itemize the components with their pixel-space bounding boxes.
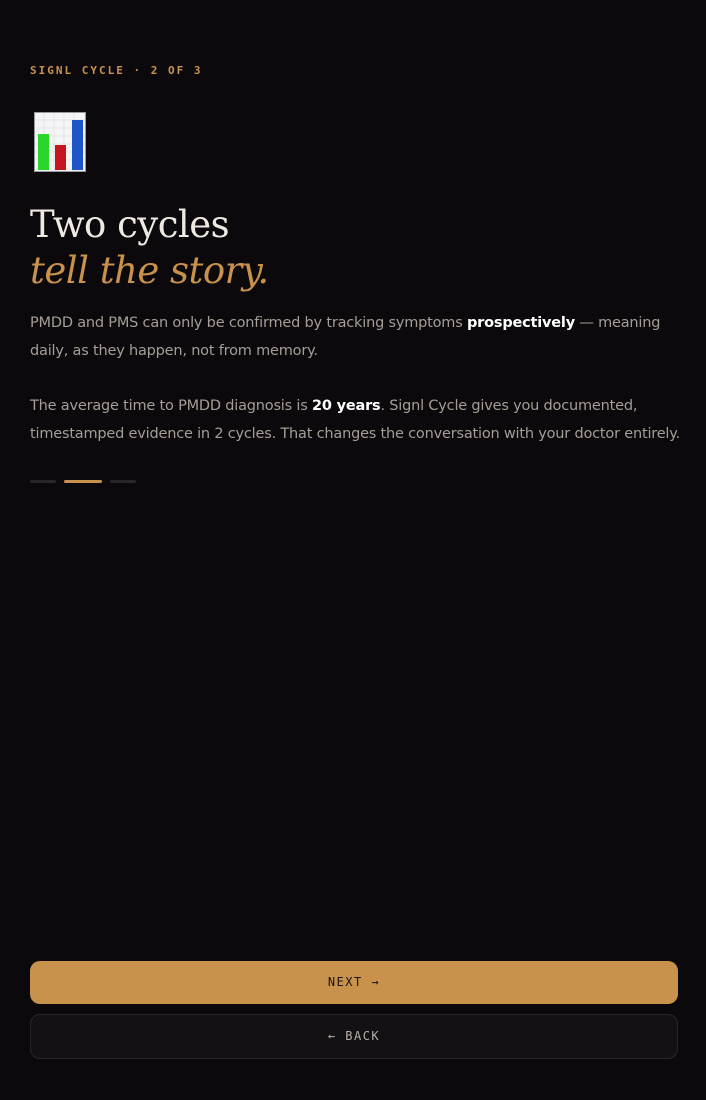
body-paragraph-1 bbox=[30, 309, 680, 365]
paragraph-1-text-start: PMDD and PMS can only be confirmed by tracking symptoms bbox=[30, 315, 467, 331]
page-title bbox=[30, 202, 269, 294]
paragraph-2-emphasis: 20 years bbox=[312, 398, 381, 414]
paragraph-1-text-end: — meaning daily, as they happen, not from memory. bbox=[30, 315, 661, 359]
paragraph-1-emphasis: prospectively bbox=[467, 315, 575, 331]
progress-dot-2-active bbox=[64, 480, 102, 483]
next-button[interactable]: NEXT → bbox=[30, 961, 678, 1004]
step-eyebrow: SIGNL CYCLE · 2 OF 3 bbox=[30, 64, 203, 77]
title-line-2: tell the story. bbox=[30, 249, 269, 292]
progress-dot-3 bbox=[110, 480, 136, 483]
back-button[interactable]: ← BACK bbox=[30, 1014, 678, 1059]
title-line-1: Two cycles bbox=[30, 203, 230, 246]
paragraph-2-text-start: The average time to PMDD diagnosis is bbox=[30, 398, 312, 414]
paragraph-2-text-end: . Signl Cycle gives you documented, timestamped evidence in 2 cycles. That changes the conversation with your doctor entirely. bbox=[30, 398, 680, 442]
progress-dot-1 bbox=[30, 480, 56, 483]
bar-chart-icon bbox=[34, 112, 86, 172]
body-paragraph-2 bbox=[30, 392, 680, 448]
step-progress-indicator bbox=[30, 480, 136, 483]
